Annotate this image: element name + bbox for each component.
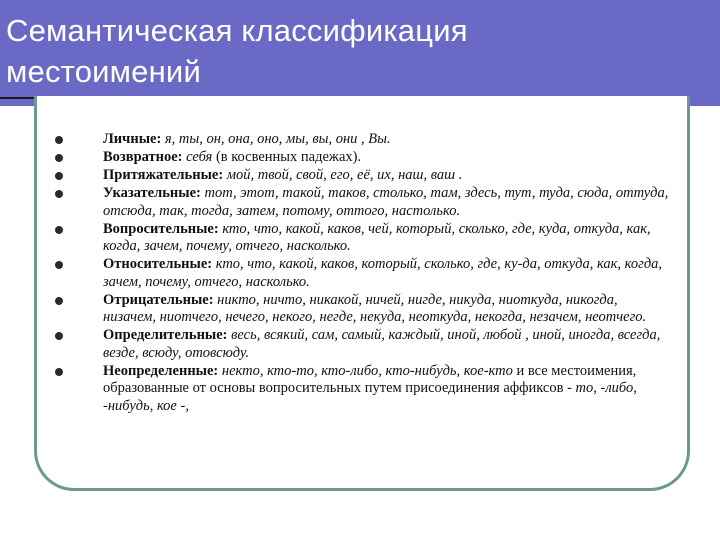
pronoun-classification-list [50, 131, 670, 416]
list-item-interrogative [50, 221, 670, 256]
list-item-relative [50, 256, 670, 291]
item-examples: кто, что, какой, каков, чей, который, сколько, где, куда, откуда, как, когда, зачем, почему, отчего, насколько. [103, 220, 651, 254]
item-note: и все местоимения, образованные от основы вопросительных путем присоединения аффиксов - [103, 362, 637, 396]
bullet-icon [55, 154, 63, 162]
item-label: Отрицательные: [103, 291, 214, 308]
list-item-possessive [50, 167, 670, 185]
list-item-negative [50, 292, 670, 327]
list-item-personal [50, 131, 670, 149]
item-examples: мой, твой, свой, его, её, их, наш, ваш . [223, 167, 463, 183]
bullet-icon [55, 136, 63, 144]
list-item-definitive [50, 327, 670, 362]
item-label: Указательные: [103, 185, 201, 201]
bullet-icon [55, 226, 63, 234]
item-examples: никто, ничто, никакой, ничей, нигде, никуда, ниоткуда, никогда, низачем, ниотчего, нечего, некого, негде, некуда, неоткуда, некогда, незачем, неотчего. [103, 291, 647, 325]
bullet-icon [55, 368, 63, 376]
slide-title-line1: Семантическая классификация [6, 13, 468, 48]
bullet-icon [55, 332, 63, 340]
item-examples: кто, что, какой, каков, который, сколько, где, ку-да, откуда, как, когда, зачем, почему, отчего, насколько. [103, 256, 663, 290]
list-item-indefinite [50, 363, 670, 416]
item-label: Определительные: [103, 327, 228, 343]
item-examples: некто, кто-то, кто-либо, кто-нибудь, кое-кто [218, 362, 513, 379]
list-item-demonstrative [50, 185, 670, 220]
title-box [0, 0, 642, 100]
bullet-icon [55, 261, 63, 269]
item-label: Относительные: [103, 256, 213, 272]
slide-title-line2: местоимений [6, 54, 201, 89]
bullet-icon [55, 297, 63, 305]
slide-title [6, 10, 468, 92]
item-label: Возвратное: [103, 149, 183, 165]
item-examples: себя [182, 149, 213, 165]
item-label: Притяжательные: [103, 167, 224, 183]
bullet-icon [55, 190, 63, 198]
item-note: (в косвенных падежах). [212, 149, 362, 165]
item-label: Вопросительные: [103, 220, 219, 237]
list-item-reflexive [50, 149, 670, 167]
item-examples: тот, этот, такой, таков, столько, там, здесь, тут, туда, сюда, оттуда, отсюда, так, тогда, затем, потому, оттого, настолько. [103, 185, 669, 219]
title-bar-right-strip [683, 0, 720, 106]
item-label: Неопределенные: [103, 362, 219, 379]
bullet-icon [55, 172, 63, 180]
item-affixes: то, -либо, -нибудь, кое -, [103, 380, 637, 414]
item-examples: весь, всякий, сам, самый, каждый, иной, любой , иной, иногда, всегда, везде, всюду, отовсюду. [103, 327, 661, 361]
item-label: Личные: [103, 131, 162, 147]
item-examples: я, ты, он, она, оно, мы, вы, они , Вы. [161, 131, 391, 147]
